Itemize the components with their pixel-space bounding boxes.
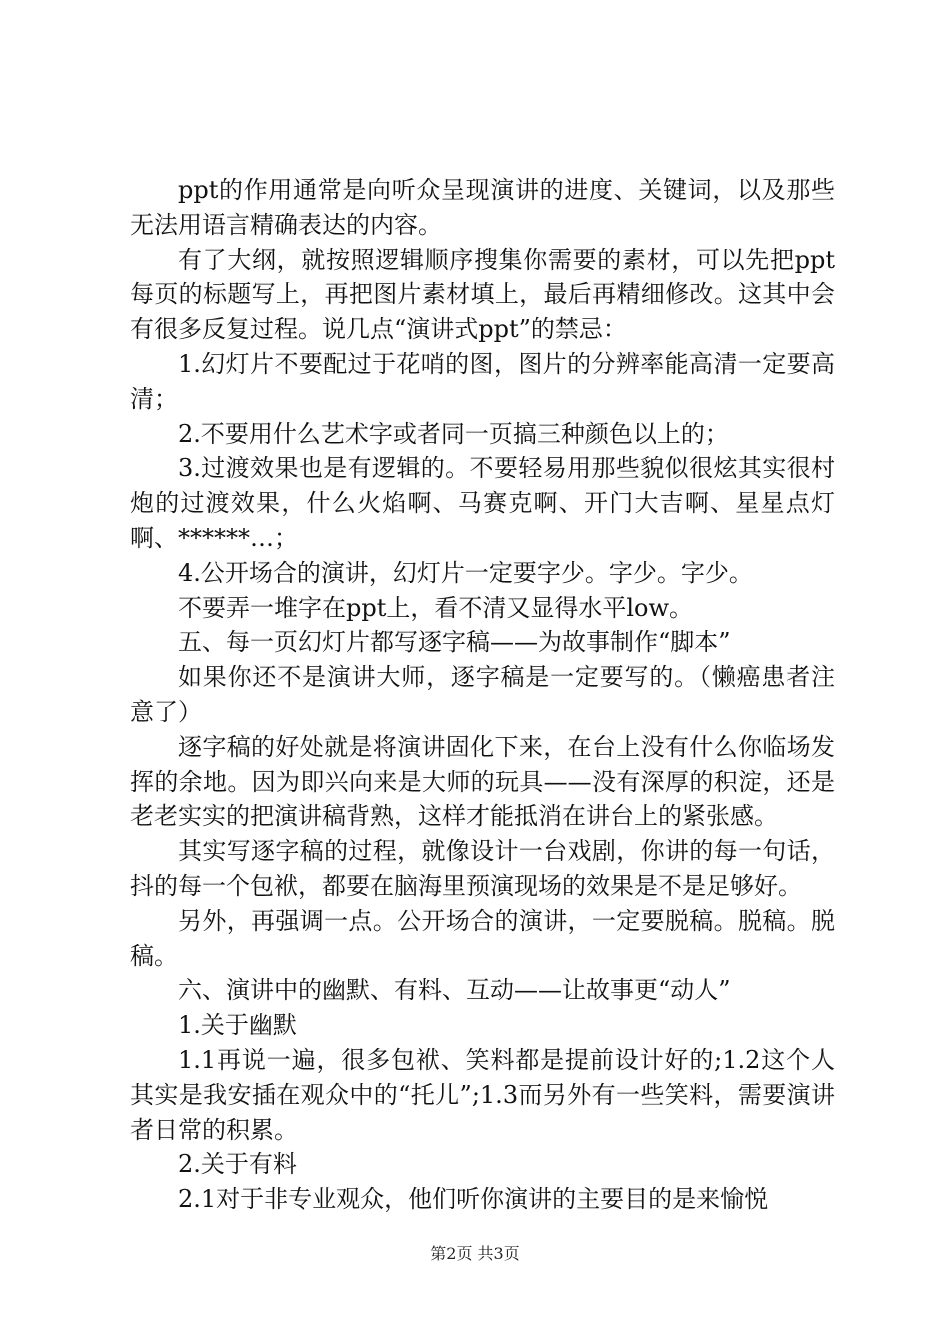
list-item: 3.过渡效果也是有逻辑的。不要轻易用那些貌似很炫其实很村炮的过渡效果，什么火焰啊、马赛克啊、开门大吉啊、星星点灯啊、******…； xyxy=(130,454,835,552)
list-item: 2.不要用什么艺术字或者同一页搞三种颜色以上的； xyxy=(178,419,729,448)
paragraph: 逐字稿的好处就是将演讲固化下来，在台上没有什么你临场发挥的余地。因为即兴向来是大师的玩具——没有深厚的积淀，还是老老实实的把演讲稿背熟，这样才能抵消在讲台上的紧张感。 xyxy=(130,732,835,831)
paragraph: 如果你还不是演讲大师，逐字稿是一定要写的。（懒癌患者注意了） xyxy=(130,663,835,726)
document-body xyxy=(130,173,835,1217)
subsection-heading: 2.关于有料 xyxy=(178,1150,297,1179)
section-heading: 五、每一页幻灯片都写逐字稿——为故事制作“脚本” xyxy=(178,628,731,657)
section-heading: 六、演讲中的幽默、有料、互动——让故事更“动人” xyxy=(178,976,731,1005)
list-item: 1.幻灯片不要配过于花哨的图，图片的分辨率能高清一定要高清； xyxy=(130,349,835,413)
paragraph: 另外，再强调一点。公开场合的演讲，一定要脱稿。脱稿。脱稿。 xyxy=(130,906,835,970)
list-item: 4.公开场合的演讲，幻灯片一定要字少。字少。字少。 xyxy=(178,558,753,587)
paragraph: 2.1对于非专业观众，他们听你演讲的主要目的是来愉悦 xyxy=(178,1185,769,1214)
page-number-footer: 第2页 共3页 xyxy=(430,1244,520,1263)
paragraph: 不要弄一堆字在ppt上，看不清又显得水平low。 xyxy=(178,593,694,622)
paragraph: ppt的作用通常是向听众呈现演讲的进度、关键词，以及那些无法用语言精确表达的内容。 xyxy=(130,176,835,239)
subsection-heading: 1.关于幽默 xyxy=(178,1011,297,1040)
paragraph: 有了大纲，就按照逻辑顺序搜集你需要的素材，可以先把ppt每页的标题写上，再把图片素材填上，最后再精细修改。这其中会有很多反复过程。说几点“演讲式ppt”的禁忌： xyxy=(130,245,835,344)
paragraph: 其实写逐字稿的过程，就像设计一台戏剧，你讲的每一句话，抖的每一个包袱，都要在脑海里预演现场的效果是不是足够好。 xyxy=(130,837,835,900)
paragraph: 1.1再说一遍，很多包袱、笑料都是提前设计好的;1.2这个人其实是我安插在观众中的“托儿”;1.3而另外有一些笑料，需要演讲者日常的积累。 xyxy=(130,1045,835,1144)
